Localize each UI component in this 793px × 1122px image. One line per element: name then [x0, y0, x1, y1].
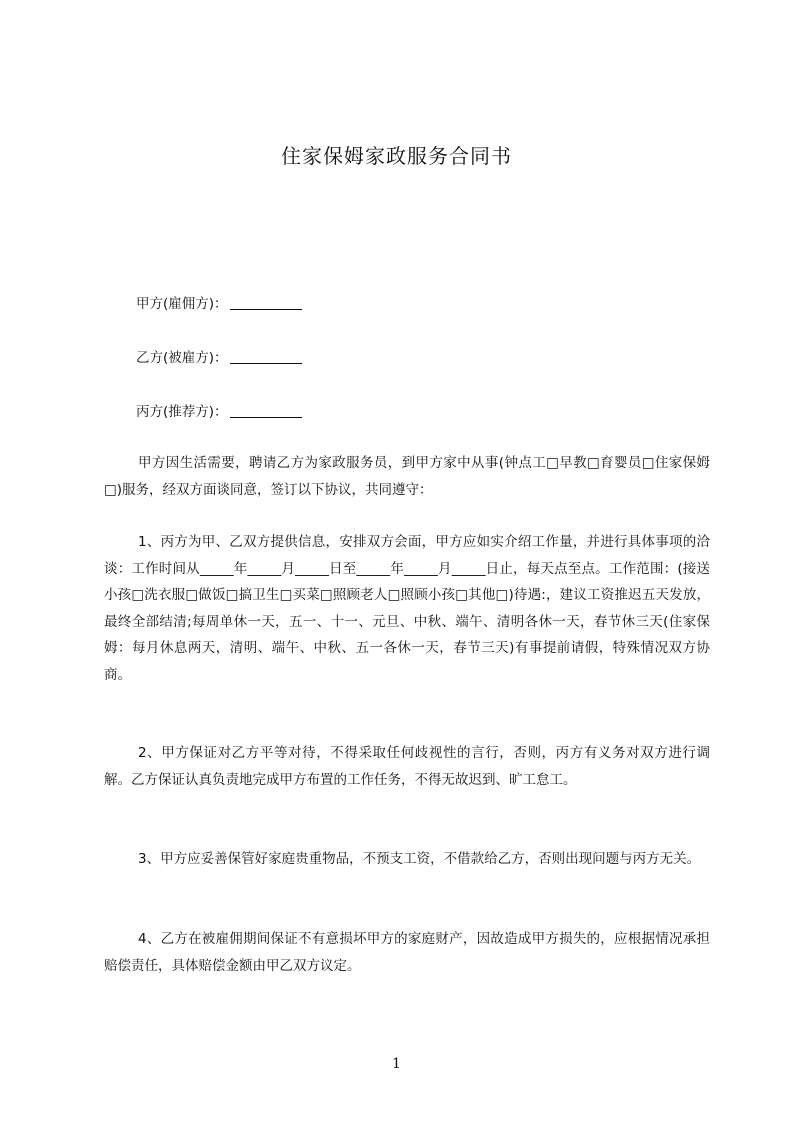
intro-paragraph: 甲方因生活需要，聘请乙方为家政服务员，到甲方家中从事(钟点工□早教□育婴员□住家保姆□)服务，经双方面谈同意，签订以下协议，共同遵守：	[104, 455, 710, 498]
party-c-line	[136, 400, 302, 420]
document-title: 住家保姆家政服务合同书	[281, 144, 512, 168]
party-b-line	[136, 346, 302, 366]
party-a-blank	[230, 295, 302, 310]
clause-1-paragraph: 1、丙方为甲、乙双方提供信息，安排双方会面，甲方应如实介绍工作量，并进行具体事项的洽谈：工作时间从_____年_____月_____日至_____年_____月_____日止，每天点至点。工作范围：(接送小孩□洗衣服□做饭□搞卫生□买菜□照顾老人□照顾小孩□其他□)待遇:，建议工资推迟五天发放，最终全部结清;每周单休一天，五一、十一、元旦、中秋、端午、清明各休一天，春节休三天(住家保姆：每月休息两天，清明、端午、中秋、五一各休一天，春节三天)有事提前请假，特殊情况双方协商。	[104, 534, 710, 683]
clause-4-paragraph: 4、乙方在被雇佣期间保证不有意损坏甲方的家庭财产，因故造成甲方损失的，应根据情况承担赔偿责任，具体赔偿金额由甲乙双方议定。	[104, 931, 710, 974]
party-a-line	[136, 292, 302, 312]
party-c-blank	[230, 403, 302, 418]
party-c-label: 丙方(推荐方)：	[136, 404, 228, 420]
party-b-blank	[230, 349, 302, 364]
clause-2-paragraph: 2、甲方保证对乙方平等对待，不得采取任何歧视性的言行，否则，丙方有义务对双方进行调解。乙方保证认真负责地完成甲方布置的工作任务，不得无故迟到、旷工怠工。	[104, 745, 710, 788]
party-a-label: 甲方(雇佣方)：	[136, 296, 228, 312]
party-b-label: 乙方(被雇方)：	[136, 350, 228, 366]
clause-3-paragraph: 3、甲方应妥善保管好家庭贵重物品，不预支工资，不借款给乙方，否则出现问题与丙方无关。	[138, 851, 701, 867]
page-number: 1	[392, 1056, 401, 1072]
